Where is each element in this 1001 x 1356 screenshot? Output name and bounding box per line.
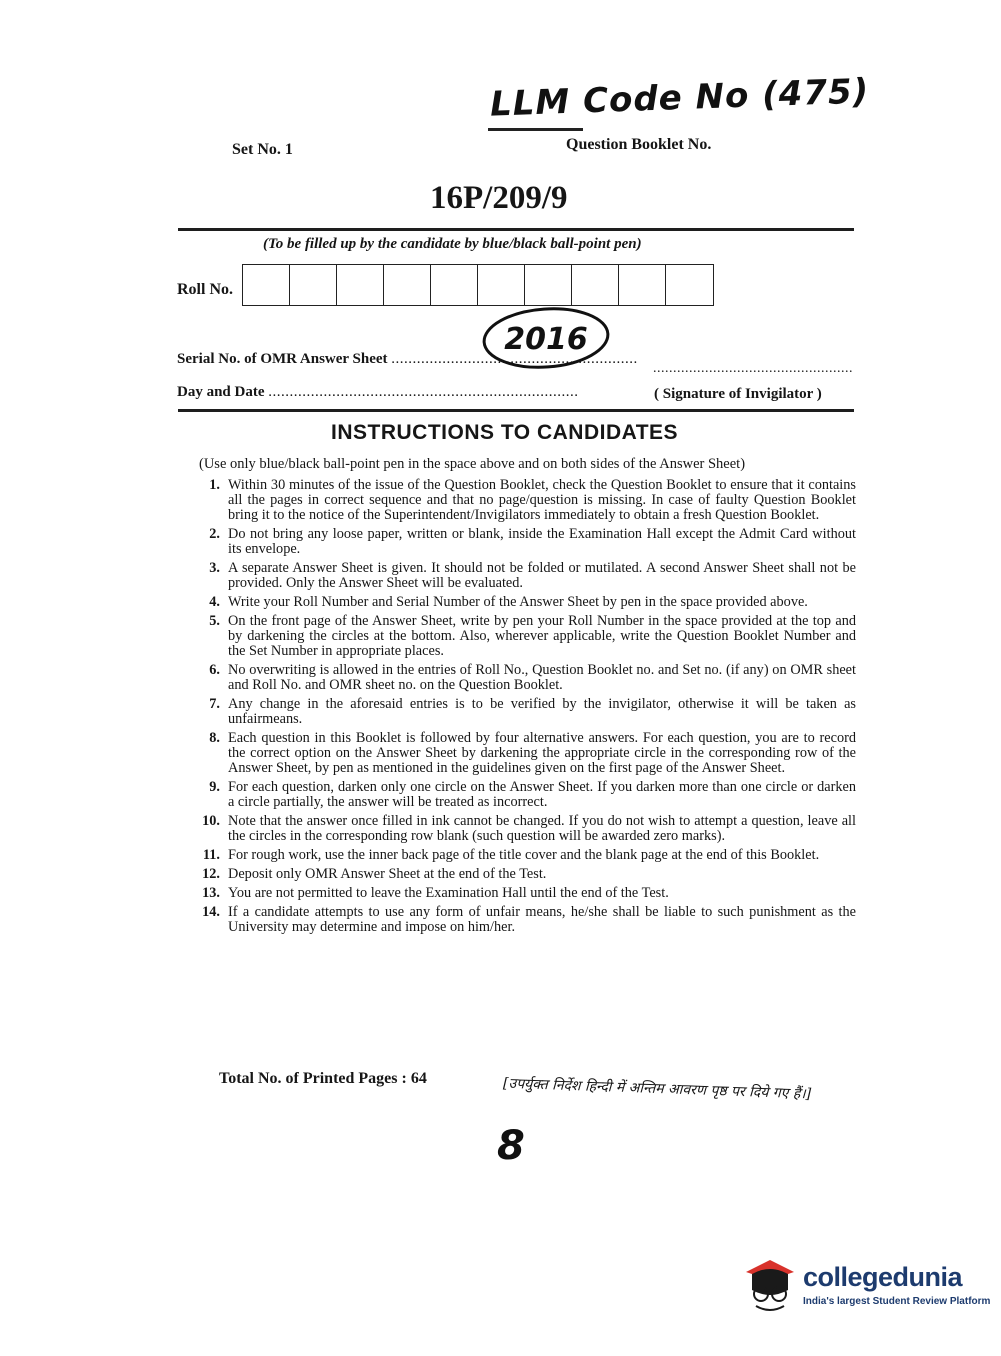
- instruction-item: 13. You are not permitted to leave the Examination Hall until the end of the Test.: [202, 885, 669, 901]
- instruction-item: 9. For each question, darken only one circle on the Answer Sheet. If you darken more than one circle or darken a circle partially, the answer will be treated as incorrect.: [209, 779, 856, 810]
- question-booklet-number-label: Question Booklet No.: [566, 136, 712, 153]
- instruction-item: 2. Do not bring any loose paper, written or blank, inside the Examination Hall except the Admit Card without its envelope.: [209, 526, 856, 557]
- instructions-title: INSTRUCTIONS TO CANDIDATES: [331, 421, 679, 444]
- roll-box[interactable]: [619, 265, 666, 305]
- handwritten-serial-circle: [480, 305, 612, 373]
- roll-box[interactable]: [290, 265, 337, 305]
- day-and-date-field[interactable]: [177, 384, 579, 401]
- divider-top: [178, 228, 854, 231]
- instruction-item: 6. No overwriting is allowed in the entries of Roll No., Question Booklet no. and Set no. (if any) on OMR sheet and Roll No. and OMR sheet no. on the Question Booklet.: [209, 662, 856, 693]
- set-number: Set No. 1: [232, 141, 293, 158]
- divider-bottom: [178, 409, 854, 412]
- day-and-date-label: Day and Date: [177, 384, 265, 400]
- roll-box[interactable]: [243, 265, 290, 305]
- handwritten-underline: [488, 128, 583, 131]
- paper-code: 16P/209/9: [430, 180, 568, 216]
- roll-box[interactable]: [525, 265, 572, 305]
- roll-box[interactable]: [337, 265, 384, 305]
- roll-box[interactable]: [572, 265, 619, 305]
- instruction-item: 12. Deposit only OMR Answer Sheet at the end of the Test.: [202, 866, 547, 882]
- instruction-item: 10. Note that the answer once filled in ink cannot be changed. If you do not wish to attempt a question, leave all the circles in the corresponding row blank (such question will be awarded zero marks).: [202, 813, 856, 844]
- roll-box[interactable]: [478, 265, 525, 305]
- watermark-tagline: India's largest Student Review Platform: [803, 1296, 991, 1307]
- instruction-item: 1. Within 30 minutes of the issue of the Question Booklet, check the Question Booklet to ensure that it contains all the pages in correct sequence and that no page/question is missing. In case of faulty Question Booklet bring it to the notice of the Superintendent/Invigilators immediately to obtain a fresh Question Booklet.: [209, 477, 856, 523]
- roll-box[interactable]: [431, 265, 478, 305]
- pen-usage-note: (Use only blue/black ball-point pen in the space above and on both sides of the Answer Sheet): [199, 456, 746, 472]
- total-printed-pages: Total No. of Printed Pages : 64: [219, 1070, 427, 1087]
- instruction-item: 8. Each question in this Booklet is followed by four alternative answers. For each question, you are to record the correct option on the Answer Sheet by darkening the appropriate circle in the corresponding row of the Answer Sheet, by pen as mentioned in the guidelines given on the first page of the Answer Sheet.: [209, 730, 856, 776]
- omr-serial-label: Serial No. of OMR Answer Sheet: [177, 351, 388, 367]
- roll-number-boxes[interactable]: [242, 264, 714, 306]
- instruction-item: 14. If a candidate attempts to use any form of unfair means, he/she shall be liable to such punishment as the University may determine and impose on him/her.: [202, 904, 856, 935]
- roll-number-label: Roll No.: [177, 281, 233, 298]
- signature-dots[interactable]: ..................................................: [653, 361, 853, 376]
- hindi-instruction-note: [उपर्युक्त निर्देश हिन्दी में अन्तिम आवरण पृष्ठ पर दिये गए हैं।]: [502, 1075, 812, 1103]
- omr-serial-dots: ..........................................................: [391, 351, 638, 367]
- handwritten-page-mark: 8: [497, 1123, 525, 1169]
- instruction-item: 4. Write your Roll Number and Serial Number of the Answer Sheet by pen in the space provided above.: [209, 594, 808, 610]
- roll-box[interactable]: [666, 265, 713, 305]
- handwritten-serial-number: 2016: [504, 322, 588, 357]
- invigilator-signature-label: ( Signature of Invigilator ): [654, 386, 822, 402]
- instruction-item: 7. Any change in the aforesaid entries is to be verified by the invigilator, otherwise it will be taken as unfairmeans.: [209, 696, 856, 727]
- handwritten-code-title: LLM Code No (475): [489, 71, 870, 125]
- fill-instruction-note: (To be filled up by the candidate by blue/black ball-point pen): [263, 236, 642, 252]
- instruction-item: 5. On the front page of the Answer Sheet, write by pen your Roll Number in the space provided at the top and by darkening the circles at the bottom. Also, wherever applicable, write the Question Booklet Number and the Set Number in appropriate places.: [209, 613, 856, 659]
- instruction-item: 3. A separate Answer Sheet is given. It should not be folded or mutilated. A second Answer Sheet shall not be provided. Only the Answer Sheet will be evaluated.: [209, 560, 856, 591]
- instructions-list: [196, 478, 856, 939]
- roll-box[interactable]: [384, 265, 431, 305]
- day-and-date-dots: .........................................................................: [268, 384, 579, 400]
- instruction-item: 11. For rough work, use the inner back page of the title cover and the blank page at the end of this Booklet.: [202, 847, 820, 863]
- watermark-brand: collegedunia: [803, 1262, 963, 1292]
